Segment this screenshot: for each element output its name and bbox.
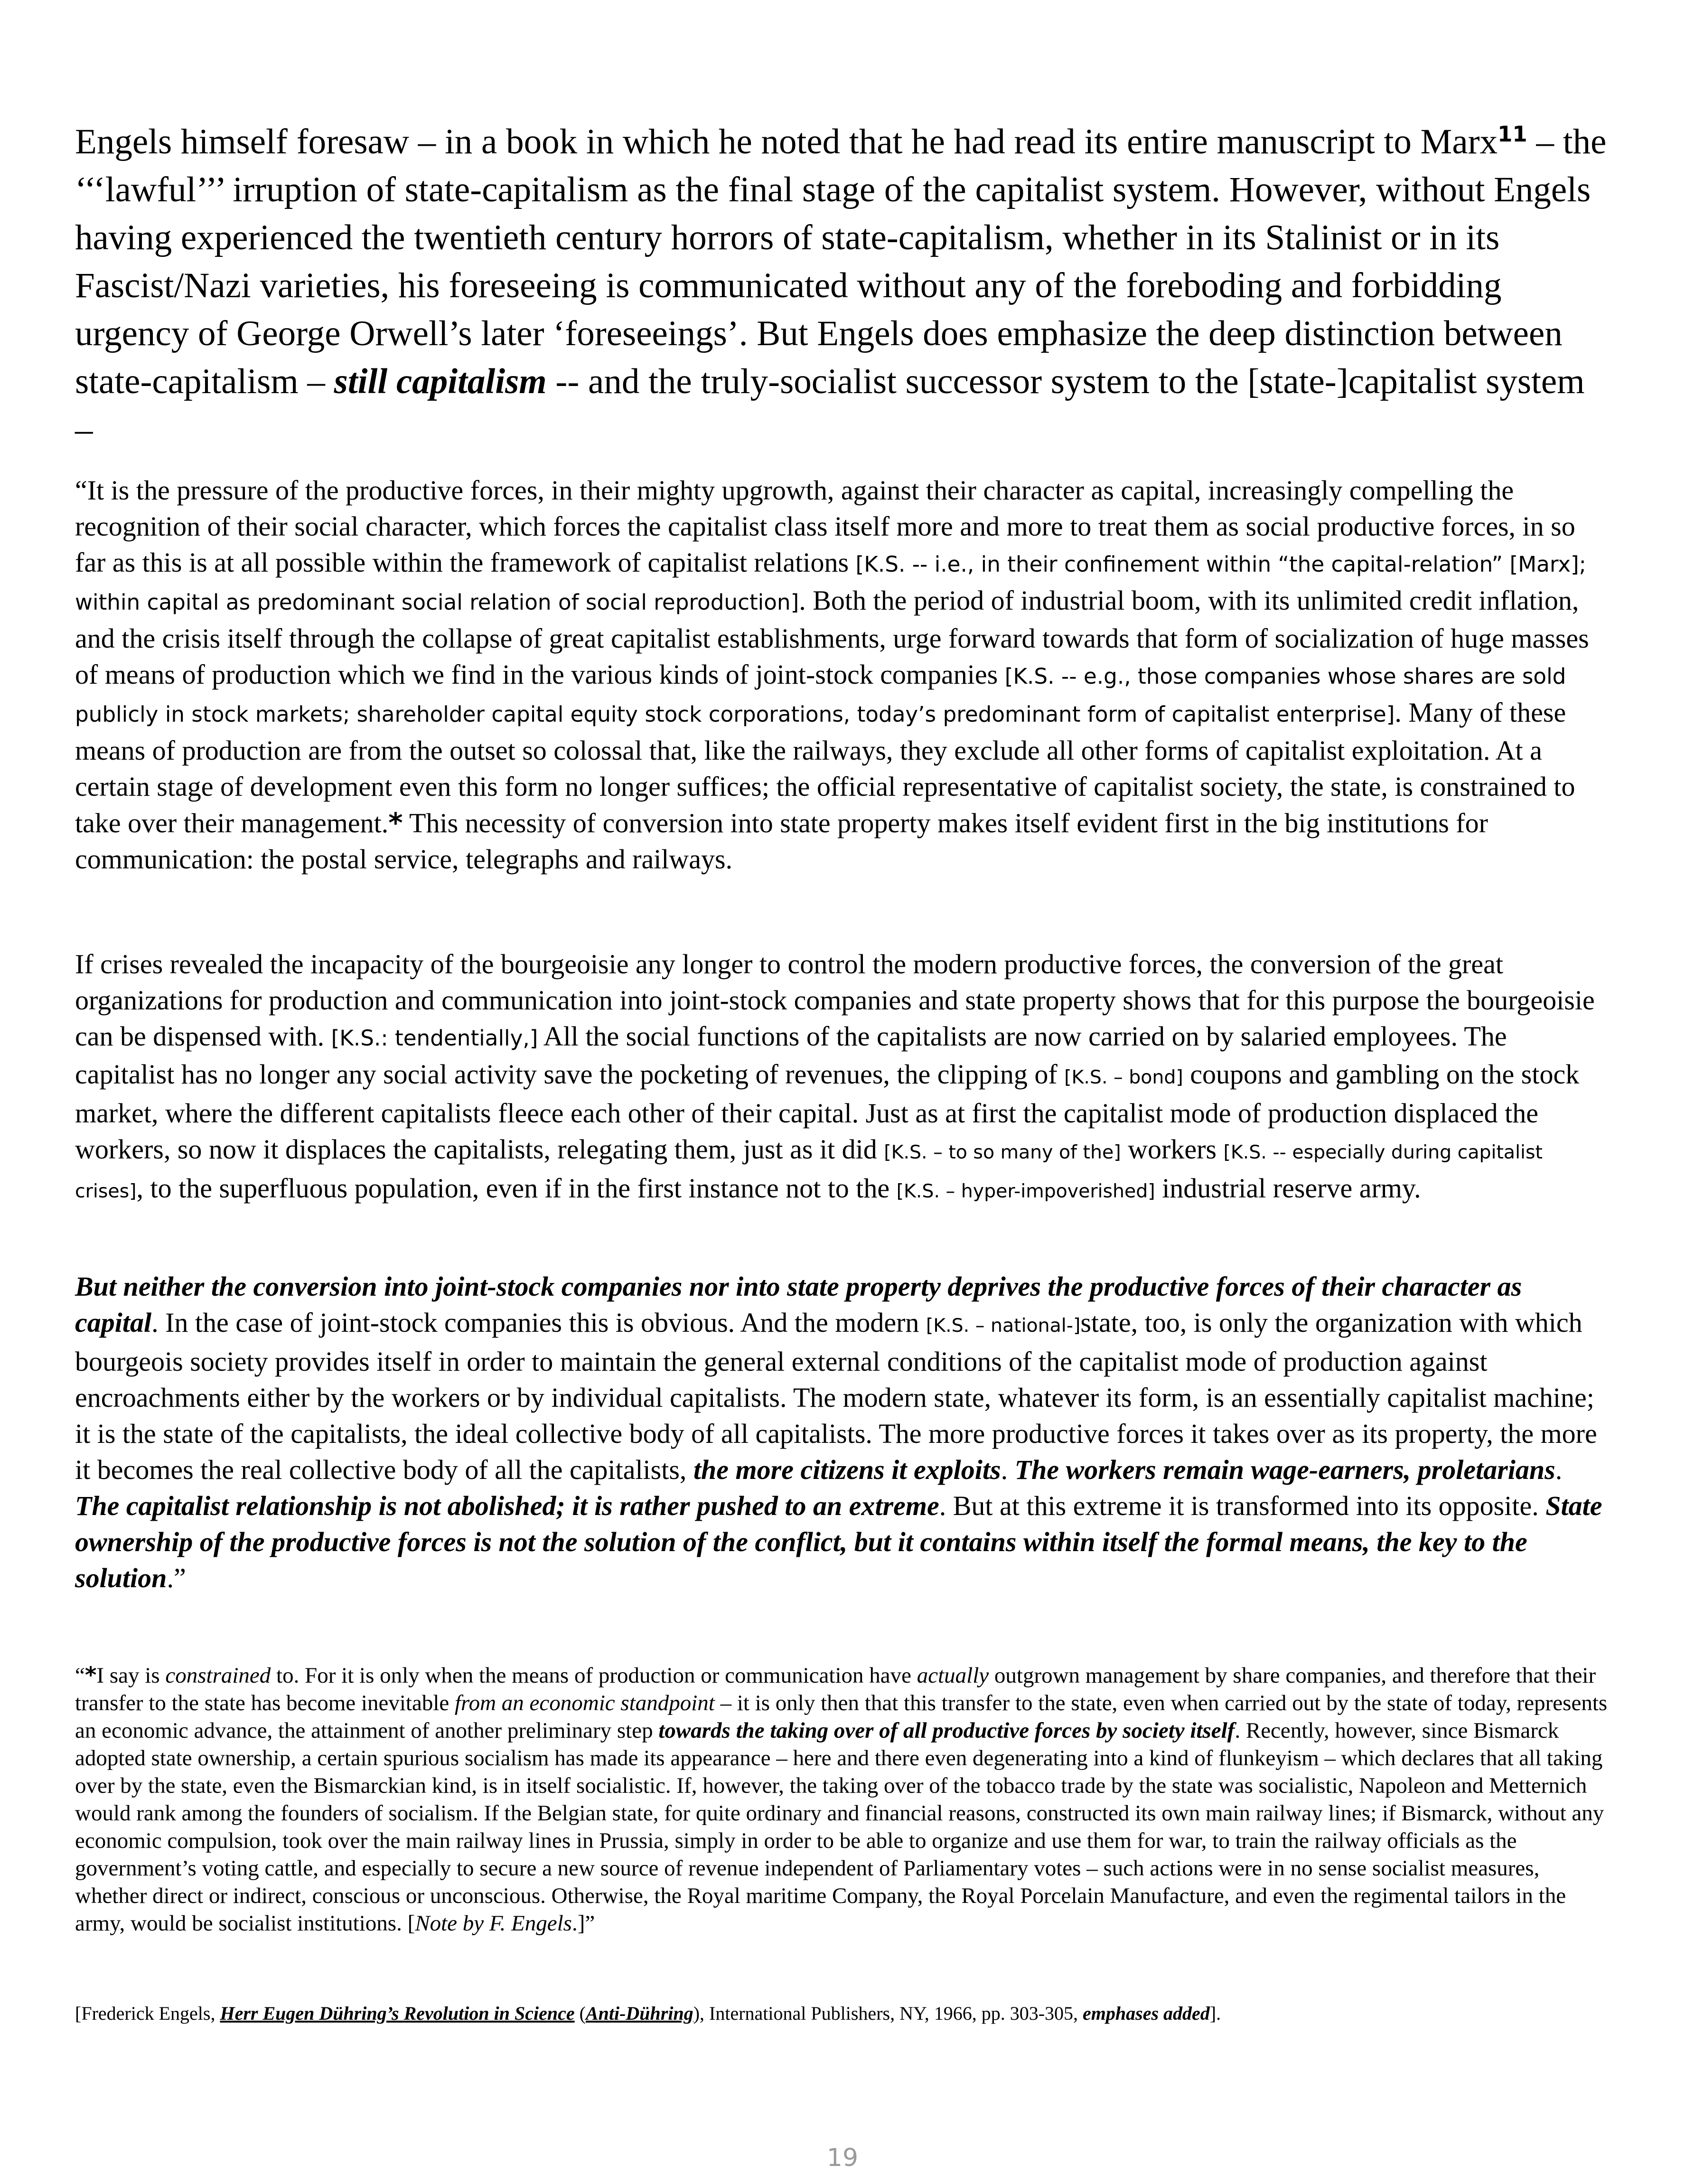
ks-annotation: [K.S. -- e.g., those companies whose shares are sold publicly in stock markets; shareholder capital equity stock corporations, today’s predominant form of capitalist enterprise] — [75, 664, 1566, 727]
ks-annotation: [K.S. -- especially during capitalist crises] — [75, 1141, 1543, 1202]
quote2-text-2: All the social functions of the capitalists are now carried on by salaried employees. The capitalist has no longer any social activity save the pocketing of revenues, the clipping of — [75, 1021, 1507, 1090]
emphases-added-label: emphases added — [1083, 2003, 1210, 2024]
quote3-text-2: state, too, is only the organization with which bourgeois society provides itself in order to maintain the general external conditions of the capitalist mode of production against encroachments either by the workers or by individual capitalists. The modern state, whatever its form, is an essentially capitalist machine; it is the state of the capitalists, the ideal collective body of all capitalists. The more productive forces it takes over as its property, the more it becomes the real collective body of all the capitalists, — [75, 1307, 1597, 1485]
quote2-text-4: workers — [1121, 1134, 1224, 1165]
emphasis-text: State ownership of the productive forces is not the solution of the conflict, but it contains within itself the formal means, the key to the solution — [75, 1490, 1602, 1593]
intro-text-1: Engels himself foresaw – in a book in which he noted that he had read its entire manuscript to Marx — [75, 122, 1498, 161]
ks-annotation: [K.S. – national-] — [926, 1315, 1081, 1337]
citation-text-4: ]. — [1209, 2003, 1221, 2024]
quote2-text-6: industrial reserve army. — [1155, 1173, 1421, 1204]
italic-text: actually — [917, 1663, 989, 1688]
quote3-text-6: .” — [167, 1563, 186, 1593]
quote1-text-2: . Both the period of industrial boom, with its unlimited credit inflation, and the crisis itself through the collapse of great capitalist establishments, urge forward towards that form of socialization of huge masses of means of production which we find in the various kinds of joint-stock companies — [75, 585, 1589, 690]
intro-text-2: – the ‘‘‘lawful’’’ irruption of state-capitalism as the final stage of the capitalist system. However, without Engels having experienced the twentieth century horrors of state-capitalism, whether in its Stalinist or in its Fascist/Nazi varieties, his foreseeing is communicated without any of the foreboding and forbidding urgency of George Orwell’s later ‘foreseeings’. But Engels does emphasize the deep distinction between state-capitalism – — [75, 122, 1607, 401]
ks-annotation: [K.S. – hyper-impoverished] — [896, 1180, 1155, 1202]
footnote-text-4: – it is only then that this transfer to the state, even when carried out by the state of today, represents an economic advance, the attainment of another preliminary step — [75, 1691, 1608, 1743]
page-number: 19 — [826, 2144, 859, 2172]
ks-annotation: [K.S. – bond] — [1064, 1066, 1183, 1088]
note-by-engels: Note by F. Engels — [415, 1911, 572, 1936]
quote2-text-1: If crises revealed the incapacity of the bourgeoisie any longer to control the modern productive forces, the conversion of the great organizations for production and communication into joint-stock companies and state property shows that for this purpose the bourgeoisie can be dispensed with. — [75, 949, 1595, 1052]
source-citation — [75, 2001, 1608, 2026]
emphasis-text: But neither the conversion into joint-stock companies nor into state property deprives the productive forces of their character as capital — [75, 1271, 1522, 1338]
footnote-text-5: . Recently, however, since Bismarck adopted state ownership, a certain spurious socialism has made its appearance – here and there even degenerating into a kind of flunkeyism – which declares that all taking over by the state, even the Bismarckian kind, is in itself socialistic. If, however, the taking over of the tobacco trade by the state was socialistic, Napoleon and Metternich would rank among the founders of socialism. If the Belgian state, for quite ordinary and financial reasons, constructed its own main railway lines; if Bismarck, without any economic compulsion, took over the main railway lines in Prussia, simply in order to be able to organize and use them for war, to train the railway officials as the government’s voting cattle, and especially to secure a new source of revenue independent of Parliamentary votes – such actions were in no sense socialist measures, whether direct or indirect, conscious or unconscious. Otherwise, the Royal maritime Company, the Royal Porcelain Manufacture, and even the regimental tailors in the army, would be socialist institutions. — [75, 1718, 1604, 1936]
quote3-text-3: . — [1001, 1454, 1015, 1485]
italic-text: constrained — [165, 1663, 271, 1688]
citation-text-1: [Frederick Engels, — [75, 2003, 220, 2024]
footnote-open-quote: “ — [75, 1663, 85, 1688]
asterisk-note-marker[interactable]: * — [388, 807, 403, 839]
footnote-bracket-open: [ — [407, 1911, 415, 1936]
short-title-link[interactable]: Anti-Dühring — [585, 2003, 693, 2024]
quote3-text-5: . But at this extreme it is transformed into its opposite. — [939, 1490, 1546, 1521]
quote2-text-5: , to the superfluous population, even if in the first instance not to the — [136, 1173, 897, 1204]
quote-paragraph-1 — [75, 472, 1608, 877]
intro-emphasis-still-capitalism: still capitalism — [334, 361, 547, 401]
footnote-text-1: I say is — [96, 1663, 166, 1688]
intro-paragraph — [75, 110, 1608, 453]
engels-footnote — [75, 1662, 1608, 1937]
quote3-text-4: . — [1555, 1454, 1563, 1485]
emphasis-text: towards the taking over of all productive forces by society itself — [658, 1718, 1235, 1743]
quote2-text-3: coupons and gambling on the stock market, where the different capitalists fleece each other of their capital. Just as at first the capitalist mode of production displaced the workers, so now it displaces the capitalists, relegating them, just as it did — [75, 1059, 1580, 1165]
italic-text: from an economic standpoint — [455, 1691, 715, 1715]
intro-text-3: -- and the truly-socialist successor system to the [state-]capitalist system – — [75, 361, 1585, 449]
citation-text-3: ), International Publishers, NY, 1966, pp. 303-305, — [693, 2003, 1083, 2024]
ks-annotation: [K.S. -- i.e., in their confinement within “the capital-relation” [Marx]; within capital as predominant social relation of social reproduction] — [75, 552, 1586, 615]
emphasis-text: The workers remain wage-earners, proletarians — [1014, 1454, 1555, 1485]
quote-paragraph-3 — [75, 1269, 1608, 1596]
quote3-text-1: . In the case of joint-stock companies this is obvious. And the modern — [151, 1307, 926, 1338]
emphasis-text: The capitalist relationship is not abolished; it is rather pushed to an extreme — [75, 1490, 939, 1521]
asterisk-note-marker: * — [84, 1662, 97, 1688]
book-title-link[interactable]: Herr Eugen Dühring’s Revolution in Science — [220, 2003, 575, 2024]
quote1-text-3: . Many of these means of production are from the outset so colossal that, like the railways, they exclude all other forms of capitalist exploitation. At a certain stage of development even this form no longer suffices; the official representative of capitalist society, the state, is constrained to take over their management. — [75, 697, 1575, 838]
emphasis-text: the more citizens it exploits — [693, 1454, 1001, 1485]
quote-paragraph-2 — [75, 946, 1608, 1209]
footnote-bracket-close: .]” — [571, 1911, 595, 1936]
ks-annotation: [K.S. – to so many of the] — [884, 1141, 1121, 1163]
citation-text-2: ( — [574, 2003, 586, 2024]
footnote-text-3: outgrown management by share companies, and therefore that their transfer to the state has become inevitable — [75, 1663, 1596, 1715]
ks-annotation: [K.S.: tendentially,] — [331, 1026, 538, 1051]
quote1-text-4: This necessity of conversion into state property makes itself evident first in the big institutions for communication: the postal service, telegraphs and railways. — [75, 808, 1488, 875]
footnote-text-2: to. For it is only when the means of production or communication have — [271, 1663, 917, 1688]
quote1-text-1: “It is the pressure of the productive forces, in their mighty upgrowth, against their character as capital, increasingly compelling the recognition of their social character, which forces the capitalist class itself more and more to treat them as social productive forces, in so far as this is at all possible within the framework of capitalist relations — [75, 475, 1575, 578]
footnote-reference-11[interactable]: 11 — [1498, 122, 1527, 147]
